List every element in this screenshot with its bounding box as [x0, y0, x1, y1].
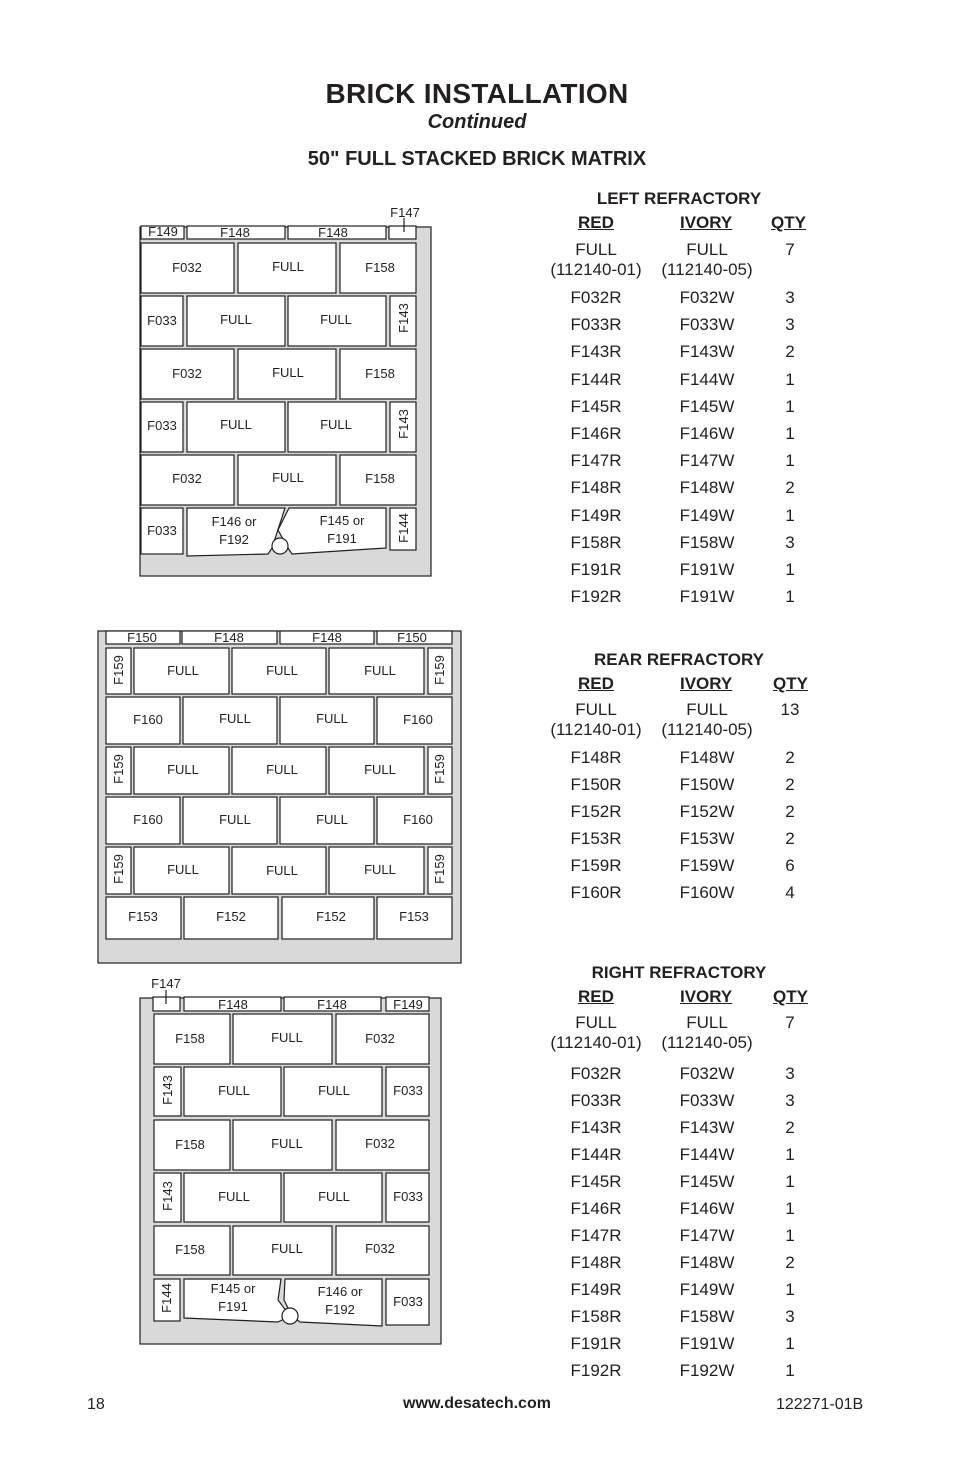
table-row: [540, 397, 830, 421]
cell-qty: 3: [785, 1064, 795, 1083]
cell-qty: 7: [785, 240, 795, 259]
cell-qty: 1: [785, 1199, 795, 1218]
cell-ivory: F159W: [679, 856, 735, 875]
table-row: [540, 1307, 830, 1331]
cell-qty: 2: [785, 342, 795, 362]
table-row: [540, 856, 830, 880]
brick-label: F143: [396, 303, 411, 333]
brick-label: F143: [160, 1075, 175, 1105]
brick-label: F032: [172, 366, 202, 381]
cell-qty: 4: [785, 883, 795, 902]
cell-qty: 2: [785, 1253, 795, 1272]
brick-label: F158: [175, 1031, 205, 1046]
table-row: [540, 288, 830, 312]
cell-qty: 1: [785, 1172, 795, 1191]
brick-label: F033: [393, 1189, 423, 1204]
column-header-qty: QTY: [771, 213, 806, 232]
cell-ivory: F158W: [679, 532, 735, 552]
cell-ivory: F191W: [679, 560, 735, 579]
cell-qty: 3: [785, 288, 795, 307]
brick-label: F032: [365, 1136, 395, 1151]
cell-qty: 2: [785, 1118, 795, 1137]
brick-label: F191: [327, 531, 357, 546]
brick-label: F033: [147, 418, 177, 433]
cell-ivory: F150W: [679, 775, 735, 794]
table-row: [540, 370, 830, 394]
brick-label: FULL: [271, 1136, 303, 1151]
cell-ivory: F160W: [679, 883, 735, 902]
cell-red: F149R: [570, 505, 622, 525]
cell-red: F147R: [570, 1226, 622, 1245]
table-row: [540, 1118, 830, 1142]
brick-label: FULL: [272, 470, 304, 485]
cell-red: F148R: [570, 478, 622, 498]
cell-qty: 1: [785, 396, 795, 416]
brick-label: F159: [111, 754, 126, 784]
column-header-red: RED: [578, 987, 614, 1006]
table-row: [540, 883, 830, 907]
left-refractory-table: [540, 189, 830, 609]
cell-qty: 13: [780, 700, 800, 719]
brick-label: F159: [432, 655, 447, 685]
cell-red: FULL (112140-01): [550, 240, 642, 279]
table-row: [540, 1064, 830, 1088]
cell-red: F160R: [570, 883, 622, 902]
table-row-full: [540, 240, 830, 284]
cell-ivory: F191W: [679, 1334, 735, 1353]
table-row: [540, 451, 830, 475]
brick-label: FULL: [364, 762, 396, 777]
cell-ivory: F148W: [679, 1253, 735, 1272]
table-row: [540, 506, 830, 530]
cell-qty: 1: [785, 1280, 795, 1299]
cell-qty: 3: [785, 315, 795, 335]
brick-label: FULL: [167, 663, 199, 678]
column-header-qty: QTY: [773, 674, 808, 693]
brick-label: FULL: [218, 1189, 250, 1204]
right-refractory-table: [540, 963, 830, 1383]
brick-label: F145 or: [319, 513, 365, 528]
brick-label: F143: [160, 1181, 175, 1211]
brick-label: FULL: [316, 711, 348, 726]
brick-label: F146 or: [211, 514, 257, 529]
brick-label: F148: [312, 630, 342, 645]
cell-red: F146R: [570, 424, 622, 443]
brick-label: F149: [393, 997, 423, 1012]
brick-label: FULL: [266, 863, 298, 878]
cell-qty: 1: [785, 1145, 795, 1164]
brick-label: F153: [399, 909, 429, 924]
table-row: [540, 802, 830, 826]
brick-label: FULL: [219, 711, 251, 726]
table-row: [540, 1145, 830, 1169]
cell-red: F191R: [570, 560, 622, 579]
table-row: [540, 1253, 830, 1277]
cell-ivory: F191W: [679, 587, 735, 607]
cell-red: FULL (112140-01): [550, 1013, 642, 1052]
table-row: [540, 533, 830, 557]
brick-label: F153: [128, 909, 158, 924]
brick-label: FULL: [266, 663, 298, 678]
table-row: [540, 748, 830, 772]
cell-qty: 2: [785, 478, 795, 498]
brick-label: F146 or: [317, 1284, 363, 1299]
cell-ivory: F033W: [679, 315, 735, 335]
cell-red: F158R: [570, 532, 622, 552]
brick-label: F150: [127, 630, 157, 645]
cell-qty: 1: [785, 424, 795, 443]
brick-label: FULL: [271, 1241, 303, 1256]
brick-label: F158: [365, 260, 395, 275]
cell-red: F147R: [570, 451, 622, 471]
website-link[interactable]: www.desatech.com: [403, 1395, 551, 1412]
cell-red: F146R: [570, 1199, 622, 1218]
cell-ivory: F149W: [679, 505, 735, 525]
brick-label: F158: [365, 471, 395, 486]
cell-red: F145R: [570, 1172, 622, 1191]
brick-label: FULL: [320, 417, 352, 432]
cell-ivory: F149W: [679, 1280, 735, 1299]
cell-red: F143R: [570, 1118, 622, 1137]
brick-label: F032: [365, 1031, 395, 1046]
brick-label: F191: [218, 1299, 248, 1314]
cell-ivory: F153W: [679, 829, 735, 848]
cell-ivory: F143W: [679, 342, 735, 362]
cell-red: F148R: [570, 748, 622, 767]
table-row: [540, 424, 830, 448]
brick-label: FULL: [272, 365, 304, 380]
brick-label: F144: [159, 1283, 174, 1313]
table-row: [540, 1091, 830, 1115]
brick-label: F033: [393, 1294, 423, 1309]
cell-ivory: F148W: [679, 748, 735, 767]
cell-red: F153R: [570, 829, 622, 848]
brick-label: FULL: [219, 812, 251, 827]
cell-qty: 2: [785, 829, 795, 848]
table-row: [540, 1199, 830, 1223]
brick-label: F149: [148, 224, 178, 239]
brick-label: F152: [316, 909, 346, 924]
brick-label: F160: [133, 812, 163, 827]
table-row: [540, 342, 830, 366]
brick-label: FULL: [272, 259, 304, 274]
cell-red: F144R: [570, 1145, 622, 1164]
section-title: 50" FULL STACKED BRICK MATRIX: [307, 148, 647, 170]
table-row: [540, 775, 830, 799]
cell-ivory: F147W: [679, 451, 735, 471]
table-row: [540, 1226, 830, 1250]
brick-label: FULL: [318, 1083, 350, 1098]
cell-qty: 2: [785, 748, 795, 767]
brick-label: F148: [218, 997, 248, 1012]
cell-ivory: FULL (112140-05): [661, 240, 753, 279]
cell-red: F144R: [570, 369, 622, 389]
cell-red: F033R: [570, 315, 622, 335]
brick-label: F158: [365, 366, 395, 381]
document-number: 122271-01B: [776, 1396, 864, 1413]
cell-red: F159R: [570, 856, 622, 875]
brick-label: F033: [393, 1083, 423, 1098]
table-row: [540, 478, 830, 502]
brick-label: F158: [175, 1242, 205, 1257]
column-header-red: RED: [578, 213, 614, 232]
cell-red: F158R: [570, 1307, 622, 1326]
cell-red: F191R: [570, 1334, 622, 1353]
brick-label: F148: [317, 997, 347, 1012]
cell-red: F032R: [570, 288, 622, 307]
brick-label: F160: [403, 812, 433, 827]
table-row: [540, 560, 830, 584]
brick-label: FULL: [220, 312, 252, 327]
cell-red: FULL (112140-01): [550, 700, 642, 739]
cell-qty: 2: [785, 802, 795, 821]
table-row: [540, 587, 830, 611]
table-title: RIGHT REFRACTORY: [591, 963, 767, 982]
brick-label: F192: [219, 532, 249, 547]
cell-ivory: F147W: [679, 1226, 735, 1245]
cell-ivory: F192W: [679, 1361, 735, 1380]
cell-qty: 1: [785, 369, 795, 389]
brick-label: FULL: [318, 1189, 350, 1204]
brick-label: F147: [390, 205, 420, 220]
table-row: [540, 315, 830, 339]
brick-label: F148: [214, 630, 244, 645]
brick-label: F148: [318, 225, 348, 240]
table-row: [540, 1280, 830, 1304]
cell-red: F148R: [570, 1253, 622, 1272]
brick-label: F032: [172, 260, 202, 275]
table-row: [540, 829, 830, 853]
brick-label: F033: [147, 313, 177, 328]
cell-qty: 1: [785, 451, 795, 471]
cell-red: F143R: [570, 342, 622, 362]
column-header-ivory: IVORY: [680, 213, 733, 232]
table-row: [540, 1172, 830, 1196]
brick-label: FULL: [220, 417, 252, 432]
table-row: [540, 1361, 830, 1385]
cell-ivory: F146W: [679, 1199, 735, 1218]
brick-label: FULL: [364, 862, 396, 877]
page-subtitle: Continued: [427, 111, 527, 133]
cell-ivory: F152W: [679, 802, 735, 821]
brick-label: FULL: [364, 663, 396, 678]
table-title: LEFT REFRACTORY: [596, 189, 762, 208]
cell-ivory: F158W: [679, 1307, 735, 1326]
cell-ivory: F144W: [679, 369, 735, 389]
brick-label: F032: [365, 1241, 395, 1256]
brick-label: FULL: [167, 862, 199, 877]
cell-qty: 1: [785, 1361, 795, 1380]
cell-ivory: F148W: [679, 478, 735, 498]
cell-ivory: FULL (112140-05): [661, 700, 753, 739]
brick-label: F152: [216, 909, 246, 924]
cell-ivory: F032W: [679, 1064, 735, 1083]
cell-qty: 1: [785, 587, 795, 607]
brick-label: FULL: [320, 312, 352, 327]
cell-red: F150R: [570, 775, 622, 794]
cell-qty: 3: [785, 1307, 795, 1326]
cell-ivory: F145W: [679, 396, 735, 416]
cell-red: F152R: [570, 802, 622, 821]
brick-label: FULL: [266, 762, 298, 777]
brick-label: F160: [133, 712, 163, 727]
cell-red: F192R: [570, 1361, 622, 1380]
cell-qty: 2: [785, 775, 795, 794]
brick-label: FULL: [271, 1030, 303, 1045]
cell-red: F032R: [570, 1064, 622, 1083]
brick-label: F143: [396, 409, 411, 439]
cell-red: F145R: [570, 396, 622, 416]
cell-ivory: F145W: [679, 1172, 735, 1191]
brick-label: F148: [220, 225, 250, 240]
brick-label: F033: [147, 523, 177, 538]
cell-red: F149R: [570, 1280, 622, 1299]
brick-label: F144: [396, 513, 411, 543]
table-title: REAR REFRACTORY: [593, 650, 764, 669]
brick-label: FULL: [316, 812, 348, 827]
cell-red: F033R: [570, 1091, 622, 1110]
brick-label: F147: [151, 976, 181, 991]
brick-label: F145 or: [210, 1281, 256, 1296]
page-number: 18: [87, 1396, 105, 1413]
cell-qty: 3: [785, 1091, 795, 1110]
brick-label: F159: [432, 854, 447, 884]
table-row-full: [540, 700, 830, 744]
brick-label: F160: [403, 712, 433, 727]
brick-label: F159: [111, 655, 126, 685]
page-title: BRICK INSTALLATION: [325, 78, 629, 109]
cell-qty: 1: [785, 505, 795, 525]
brick-label: F159: [111, 854, 126, 884]
rear-refractory-table: [540, 650, 830, 910]
cell-ivory: F033W: [679, 1091, 735, 1110]
cell-qty: 1: [785, 560, 795, 579]
table-row-full: [540, 1013, 830, 1057]
brick-label: F158: [175, 1137, 205, 1152]
brick-label: F032: [172, 471, 202, 486]
cell-ivory: FULL (112140-05): [661, 1013, 753, 1052]
cell-qty: 3: [785, 532, 795, 552]
column-header-ivory: IVORY: [680, 987, 733, 1006]
table-row: [540, 1334, 830, 1358]
brick-label: F192: [325, 1302, 355, 1317]
cell-red: F192R: [570, 587, 622, 607]
cell-ivory: F146W: [679, 424, 735, 443]
cell-qty: 6: [785, 856, 795, 875]
cell-ivory: F143W: [679, 1118, 735, 1137]
brick-label: F159: [432, 754, 447, 784]
cell-qty: 1: [785, 1226, 795, 1245]
cell-qty: 7: [785, 1013, 795, 1032]
brick-label: FULL: [218, 1083, 250, 1098]
cell-ivory: F032W: [679, 288, 735, 307]
brick-label: F150: [397, 630, 427, 645]
cell-ivory: F144W: [679, 1145, 735, 1164]
brick-label: FULL: [167, 762, 199, 777]
column-header-qty: QTY: [773, 987, 808, 1006]
column-header-red: RED: [578, 674, 614, 693]
cell-qty: 1: [785, 1334, 795, 1353]
column-header-ivory: IVORY: [680, 674, 733, 693]
